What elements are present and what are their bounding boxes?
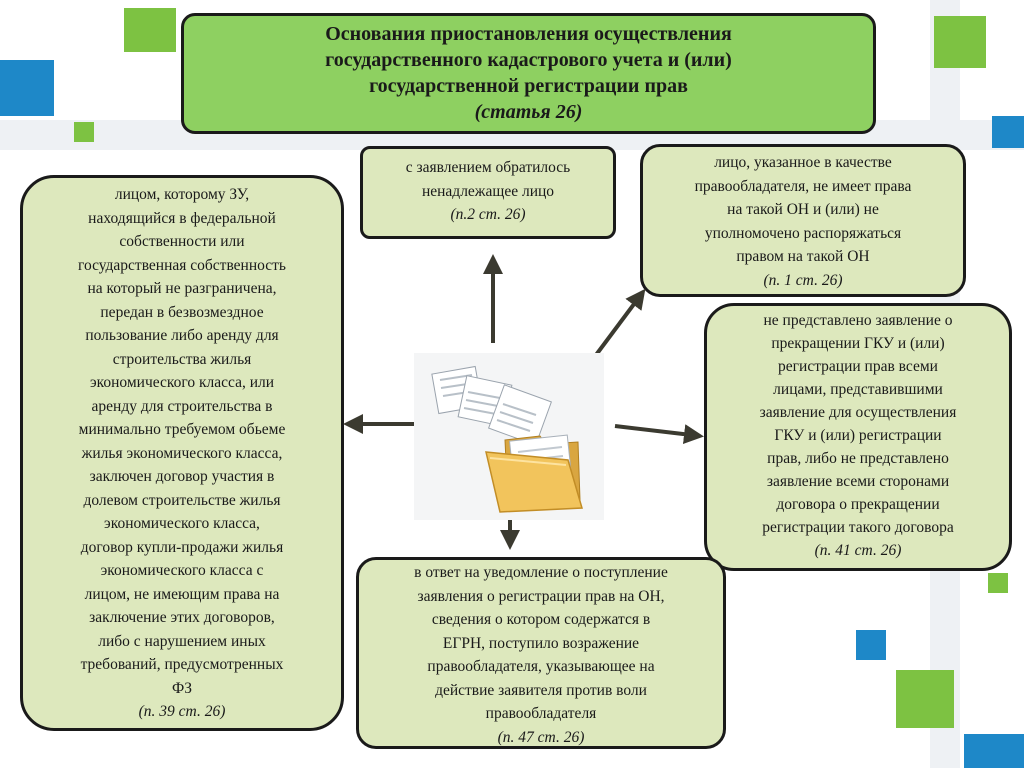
box-line: действие заявителя против воли xyxy=(435,681,647,699)
box-line: передан в безвозмездное xyxy=(100,303,264,321)
box-line: уполномочено распоряжаться xyxy=(704,224,902,242)
box-line: не представлено заявление о xyxy=(763,312,953,329)
box-line: договор купли-продажи жилья xyxy=(80,538,284,556)
box-line: прав, либо не представлено xyxy=(767,450,949,467)
box-line: лицом, не имеющим права на xyxy=(84,585,280,603)
box-line: заявление для осуществления xyxy=(759,404,957,421)
box-line: аренду для строительства в xyxy=(91,397,273,415)
folder-icon xyxy=(414,353,604,520)
box-line: заявление всеми сторонами xyxy=(766,473,950,490)
box-line: государственная собственность xyxy=(77,256,287,274)
box-line: на который не разграничена, xyxy=(87,280,277,297)
box-line: регистрации прав всеми xyxy=(778,358,938,375)
box-line: собственности или xyxy=(119,233,245,250)
box-line: экономического класса, или xyxy=(89,374,275,391)
box-line: либо с нарушением иных xyxy=(98,632,266,650)
box-line: ГКУ и (или) регистрации xyxy=(774,427,942,444)
box-line: требований, предусмотренных xyxy=(80,656,284,673)
box-line: в ответ на уведомление о поступление xyxy=(414,564,668,581)
box-line: лицами, представившими xyxy=(773,381,943,398)
box-line: минимально требуемом обьеме xyxy=(78,421,286,438)
box-line: жилья экономического класса, xyxy=(81,444,283,462)
box-reference: (п. 1 ст. 26) xyxy=(763,271,843,289)
box-line: долевом строительстве жилья xyxy=(83,491,281,509)
box-line: экономического класса с xyxy=(100,562,264,579)
box-reference: (п. 39 ст. 26) xyxy=(138,703,226,720)
box-reference: (п.2 ст. 26) xyxy=(450,206,526,223)
box-line: прекращении ГКУ и (или) xyxy=(771,335,945,352)
box-line: сведения о котором содержатся в xyxy=(431,611,651,628)
box-line: регистрации такого договора xyxy=(762,519,954,536)
box-line: ЕГРН, поступило возражение xyxy=(442,634,640,652)
box-line: правообладателя, указывающее на xyxy=(427,658,655,675)
box-line: заключен договор участия в xyxy=(89,468,275,485)
box-line: ФЗ xyxy=(171,679,192,697)
box-line: правом на такой ОН xyxy=(736,248,870,265)
box-line: находящийся в федеральной xyxy=(88,209,276,227)
box-line: лицом, которому ЗУ, xyxy=(114,186,250,203)
box-line: заключение этих договоров, xyxy=(89,609,275,626)
title-line: государственного кадастрового учета и (или) xyxy=(325,49,732,71)
box-reference: (п. 41 ст. 26) xyxy=(814,542,902,559)
title-line: государственной регистрации прав xyxy=(369,75,688,97)
box-line: заявления о регистрации прав на ОН, xyxy=(417,587,665,605)
arrow-right xyxy=(615,426,700,436)
box-line: с заявлением обратилось xyxy=(405,159,571,176)
box-line: лицо, указанное в качестве xyxy=(714,154,892,171)
title-line: Основания приостановления осуществления xyxy=(325,23,732,45)
box-line: пользование либо аренду для xyxy=(85,327,279,344)
box-line: правообладателя xyxy=(485,705,597,722)
box-line: договора о прекращении xyxy=(776,496,940,513)
box-line: ненадлежащее лицо xyxy=(421,182,555,200)
box-line: экономического класса, xyxy=(104,515,260,532)
arrow-up-right xyxy=(590,292,643,363)
box-line: строительства жилья xyxy=(112,350,252,368)
box-reference: (п. 47 ст. 26) xyxy=(497,728,585,746)
box-line: на такой ОН и (или) не xyxy=(727,201,879,218)
title-reference: (статья 26) xyxy=(474,101,583,123)
box-line: правообладателя, не имеет права xyxy=(694,177,912,195)
